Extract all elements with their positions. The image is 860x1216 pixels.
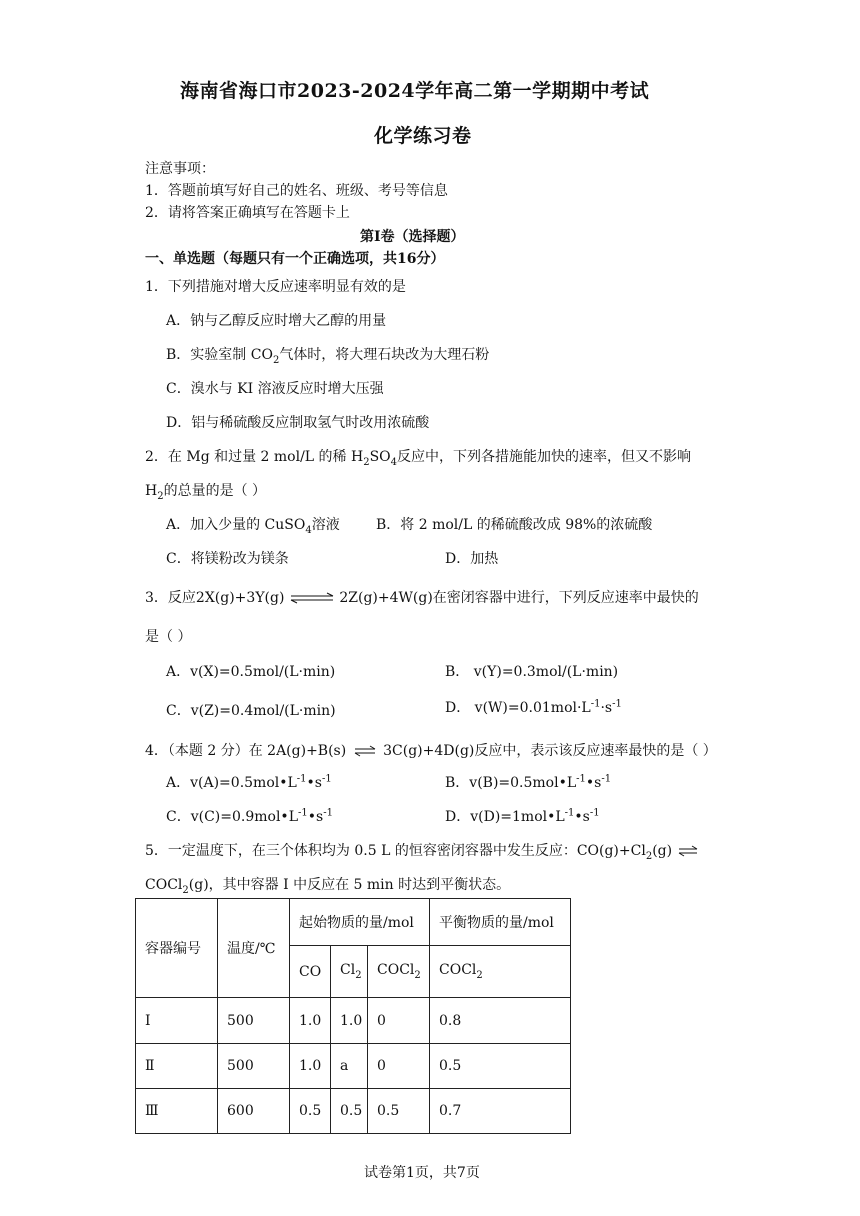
section-title: 第I卷（选择题） bbox=[360, 229, 465, 245]
cell-id: Ⅱ bbox=[136, 1044, 218, 1089]
q5-stem-cont: COCl$_2$(g)，其中容器 I 中反应在 5 min 时达到平衡状态。 bbox=[145, 877, 511, 896]
q3-stem: 3．反应2X(g)+3Y(g) 2Z(g)+4W(g)在密闭容器中进行，下列反应速率中最快的 bbox=[145, 590, 699, 606]
q4-option-d: D．$v(D)=1mol•L^{-1}•s^{-1}$ bbox=[445, 807, 600, 825]
reaction-left: 2X(g)+3Y(g) bbox=[195, 590, 285, 606]
q4-option-b: B．$v(B)=0.5mol•L^{-1}•s^{-1}$ bbox=[445, 773, 612, 791]
reversible-arrow-icon bbox=[677, 845, 699, 857]
cell-eq: 0.8 bbox=[430, 998, 571, 1044]
header-start: 起始物质的量/mol bbox=[290, 899, 430, 946]
cell-cocl2: 0 bbox=[368, 998, 430, 1044]
q2-stem-cont: $H_2$的总量的是（ ） bbox=[145, 483, 267, 502]
q2-option-a: A．加入少量的 CuSO$_4$溶液 bbox=[166, 517, 340, 536]
q3-stem-cont: 是（ ） bbox=[145, 629, 192, 645]
q3-option-d: D． $v(W)=0.01mol\cdot L^{-1}\cdot s^{-1}$ bbox=[445, 698, 622, 716]
cell-cl2: 1.0 bbox=[331, 998, 368, 1044]
table-row bbox=[136, 1089, 571, 1134]
q2-option-c: C．将镁粉改为镁条 bbox=[166, 551, 289, 567]
table-row bbox=[136, 998, 571, 1044]
page-title: 海南省海口市2023-2024学年高二第一学期期中考试 bbox=[180, 80, 650, 102]
cell-id: Ⅰ bbox=[136, 998, 218, 1044]
q2-option-b: B．将 2 mol/L 的稀硫酸改成 98%的浓硫酸 bbox=[376, 517, 653, 533]
cell-temp: 500 bbox=[218, 1044, 290, 1089]
cell-eq: 0.5 bbox=[430, 1044, 571, 1089]
reaction-right: 2Z(g)+4W(g) bbox=[339, 590, 433, 606]
table-row bbox=[136, 1044, 571, 1089]
cell-co: 1.0 bbox=[290, 1044, 331, 1089]
q4-option-c: C．$v(C)=0.9mol•L^{-1}•s^{-1}$ bbox=[166, 807, 333, 825]
q4-stem: 4．（本题 2 分）在 2A(g)+B(s) 3C(g)+4D(g)反应中，表示该反应速率最快的是（ ） bbox=[145, 743, 717, 759]
subheader-co: CO bbox=[290, 946, 331, 998]
notice-item: 1．答题前填写好自己的姓名、班级、考号等信息 bbox=[145, 183, 448, 199]
cell-temp: 500 bbox=[218, 998, 290, 1044]
reversible-arrow-icon bbox=[353, 745, 377, 757]
page-subtitle: 化学练习卷 bbox=[374, 125, 472, 147]
notice-heading: 注意事项： bbox=[145, 161, 215, 177]
q2-option-d: D．加热 bbox=[445, 551, 499, 567]
data-table bbox=[135, 898, 571, 1134]
cell-cl2: a bbox=[331, 1044, 368, 1089]
q1-option-d: D．铝与稀硫酸反应制取氢气时改用浓硫酸 bbox=[166, 415, 430, 431]
cell-temp: 600 bbox=[218, 1089, 290, 1134]
cell-cocl2: 0.5 bbox=[368, 1089, 430, 1134]
part-title: 一、单选题（每题只有一个正确选项，共16分） bbox=[145, 251, 445, 267]
subheader-cl2: $Cl_2$ bbox=[331, 946, 368, 998]
header-eq: 平衡物质的量/mol bbox=[430, 899, 571, 946]
cell-eq: 0.7 bbox=[430, 1089, 571, 1134]
cell-id: Ⅲ bbox=[136, 1089, 218, 1134]
q1-option-c: C．溴水与 KI 溶液反应时增大压强 bbox=[166, 381, 384, 397]
reversible-arrow-icon bbox=[289, 592, 335, 604]
header-container: 容器编号 bbox=[136, 899, 218, 998]
q3-option-a: A．v(X)=0.5mol/(L·min) bbox=[166, 664, 336, 680]
cell-co: 0.5 bbox=[290, 1089, 331, 1134]
q1-option-a: A．钠与乙醇反应时增大乙醇的用量 bbox=[166, 313, 387, 329]
q1-option-b: B．实验室制 $CO_2$气体时，将大理石块改为大理石粉 bbox=[166, 347, 490, 366]
cell-co: 1.0 bbox=[290, 998, 331, 1044]
subheader-eq-cocl2: COCl$_2$ bbox=[430, 946, 571, 998]
cell-cocl2: 0 bbox=[368, 1044, 430, 1089]
notice-item: 2．请将答案正确填写在答题卡上 bbox=[145, 205, 350, 221]
q3-option-c: C．v(Z)=0.4mol/(L·min) bbox=[166, 703, 336, 719]
header-temp: 温度/℃ bbox=[218, 899, 290, 998]
page-footer: 试卷第1页，共7页 bbox=[364, 1165, 480, 1181]
q2-stem: 2．在 Mg 和过量 2 mol/L 的稀 $H_2SO_4$反应中，下列各措施能加快的速率，但又不影响 bbox=[145, 449, 692, 468]
cell-cl2: 0.5 bbox=[331, 1089, 368, 1134]
q4-option-a: A．$v(A)=0.5mol•L^{-1}•s^{-1}$ bbox=[166, 773, 332, 791]
q1-stem: 1．下列措施对增大反应速率明显有效的是 bbox=[145, 279, 406, 295]
subheader-cocl2: COCl$_2$ bbox=[368, 946, 430, 998]
q3-option-b: B． v(Y)=0.3mol/(L·min) bbox=[445, 664, 619, 680]
q5-stem: 5．一定温度下，在三个体积均为 0.5 L 的恒容密闭容器中发生反应：$CO(g)+Cl_2(g)$ bbox=[145, 840, 699, 862]
